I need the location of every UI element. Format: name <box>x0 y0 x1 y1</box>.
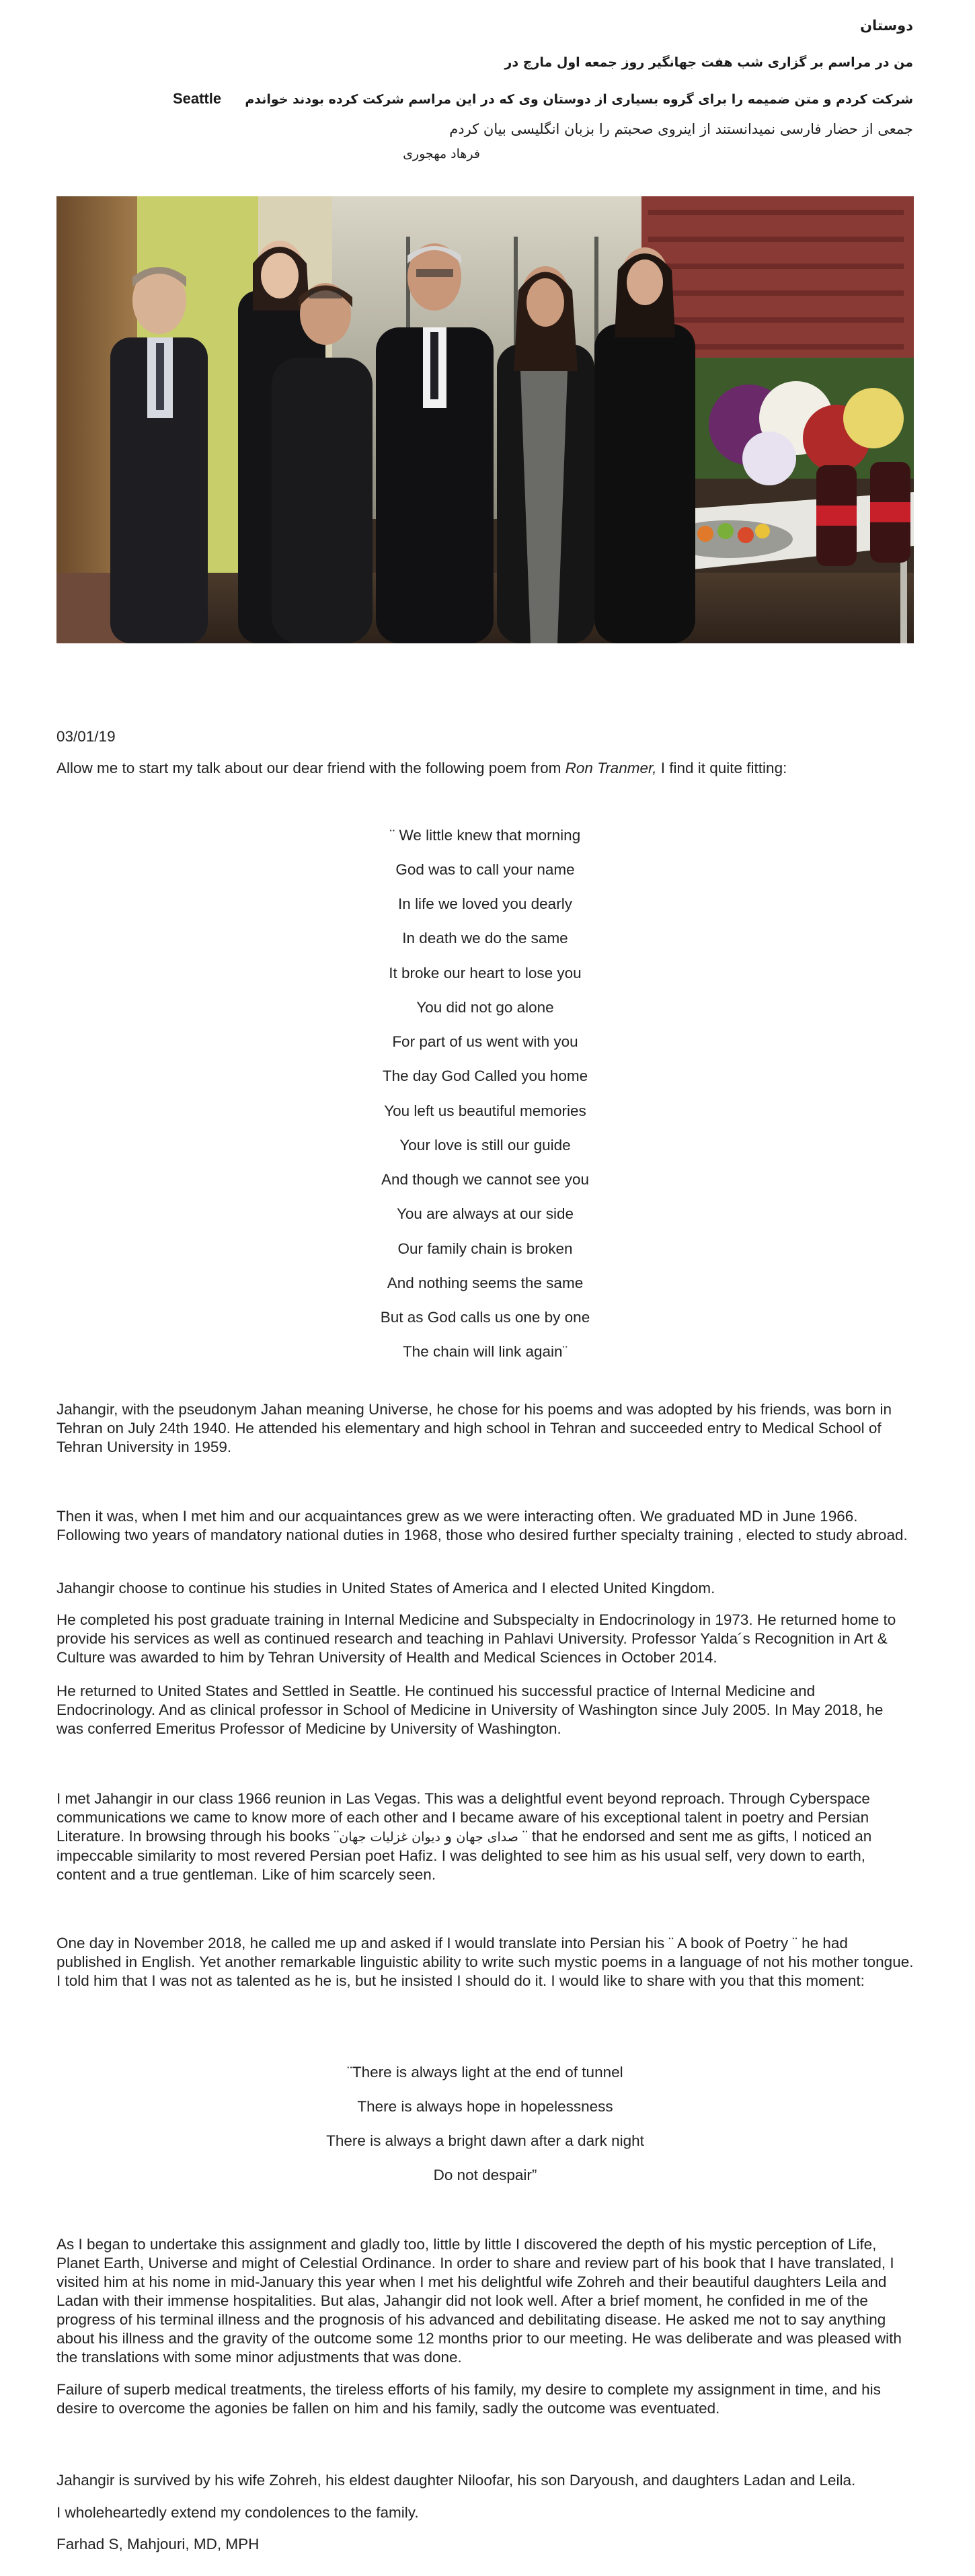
poem-one-line: And though we cannot see you <box>381 1171 589 1188</box>
document-date: 03/01/19 <box>56 728 116 745</box>
paragraph-reunion <box>56 1789 914 1884</box>
persian-line-ceremony: من در مراسم بر گزاری شب هفت جهانگیر روز جمعه اول مارچ در <box>504 55 913 70</box>
poem-one-line: For part of us went with you <box>392 1033 578 1050</box>
persian-line-language: جمعی از حضار فارسی نمیدانستند از اینروی صحبتم را بزبان انگلیسی بیان کردم <box>449 121 913 137</box>
paragraph-translation-request: One day in November 2018, he called me up and asked if I would translate into Persian his ¨ A book of Poetry ¨ he had published in English. Yet another remarkable linguistic ability to write such mystic poems in a language of not his mother tongue. I told him that I was not as talented as he is, but he insisted I should do it. I would like to share with you that this moment: <box>56 1935 914 1989</box>
paragraph-birth: Jahangir, with the pseudonym Jahan meaning Universe, he chose for his poems and was adopted by his friends, was born in Tehran on July 24th 1940. He attended his elementary and high school in Tehran and succeeded entry to Medical School of Tehran University in 1959. <box>56 1401 892 1455</box>
poem-one-line: And nothing seems the same <box>387 1275 584 1291</box>
persian-line-attended-text: شرکت کردم و متن ضمیمه را برای گروه بسیاری از دوستان وی که در این مراسم شرکت کرده بودند خواندم <box>245 92 913 107</box>
persian-greeting: دوستان <box>860 17 913 34</box>
reunion-text-and: و <box>440 1828 457 1845</box>
poem-two-line: ¨There is always light at the end of tunnel <box>347 2064 623 2081</box>
paragraph-outcome: Failure of superb medical treatments, the tireless efforts of his family, my desire to complete my assignment in time, and his desire to overcome the agonies be fallen on him and his family, sadly the outcome was eventuated. <box>56 2381 881 2417</box>
reunion-text-a: I met Jahangir in our class 1966 reunion in Las Vegas. This was a delightful event beyond reproach. Through Cyberspace communications we came to know more of each other and I became aware of his exceptional talent in poetry and Persian Literature. In browsing through his books ¨ <box>56 1790 870 1845</box>
persian-signature: فرهاد مهجوری <box>403 147 480 161</box>
poem-one-line: God was to call your name <box>395 861 575 878</box>
poem-one-line: You are always at our side <box>396 1205 574 1222</box>
poem-two-line: Do not despair” <box>433 2167 537 2183</box>
paragraph-condolences: I wholeheartedly extend my condolences to the family. <box>56 2504 419 2521</box>
poem-one-line: In life we loved you dearly <box>398 895 572 912</box>
poem-two-line: There is always a bright dawn after a dark night <box>326 2132 644 2149</box>
group-photo <box>56 196 914 643</box>
poem-author: Ron Tranmer, <box>565 760 657 776</box>
intro-before: Allow me to start my talk about our dear friend with the following poem from <box>56 760 566 776</box>
paragraph-studies: Jahangir choose to continue his studies in United States of America and I elected United Kingdom. <box>56 1580 715 1597</box>
poem-one-line: You did not go alone <box>416 999 554 1016</box>
persian-line-attended <box>173 90 913 108</box>
paragraph-seattle: He returned to United States and Settled in Seattle. He continued his successful practice of Internal Medicine and Endocrinology. And as clinical professor in School of Medicine in University of Washington since July 2005. In May 2018, he was conferred Emeritus Professor of Medicine by University of Washington. <box>56 1683 884 1737</box>
paragraph-graduation: Then it was, when I met him and our acquaintances grew as we were interacting often. We graduated MD in June 1966. Following two years of mandatory national duties in 1968, those who desired further specialty training , elected to study abroad. <box>56 1508 908 1543</box>
poem-one-line: You left us beautiful memories <box>384 1102 586 1119</box>
signoff: Farhad S, Mahjouri, MD, MPH <box>56 2536 260 2552</box>
book-title-persian-2: دیوان غزلیات جهان <box>339 1830 440 1845</box>
poem-one-line: Our family chain is broken <box>397 1240 573 1257</box>
poem-one <box>56 827 914 1378</box>
poem-one-line: The chain will link again¨ <box>402 1343 568 1360</box>
reunion-text-b: ¨ that he endorsed and sent me as gifts, I noticed an impeccable similarity to most revered Persian poet Hafiz. I was delighted to see him as his usual self, very down to earth, content and a true gentleman. Like of him scarcely seen. <box>56 1828 872 1883</box>
paragraph-training: He completed his post graduate training in Internal Medicine and Subspecialty in Endocrinology in 1973. He returned home to provide his services as well as continued research and teaching in Pahlavi University. Professor Yalda´s Recognition in Art & Culture was awarded to him by Tehran University of Health and Medical Sciences in October 2014. <box>56 1611 896 1666</box>
poem-one-line: Your love is still our guide <box>399 1137 571 1154</box>
paragraph-survived: Jahangir is survived by his wife Zohreh, his eldest daughter Niloofar, his son Daryoush, and daughters Ladan and Leila. <box>56 2472 856 2489</box>
intro-after: I find it quite fitting: <box>656 760 787 776</box>
poem-two-line: There is always hope in hopelessness <box>357 2098 613 2115</box>
poem-one-line: The day God Called you home <box>382 1068 588 1084</box>
poem-two <box>56 2064 914 2198</box>
poem-one-line: But as God calls us one by one <box>380 1309 590 1326</box>
paragraph-visit: As I began to undertake this assignment and gladly too, little by little I discovered the depth of his mystic perception of Life, Planet Earth, Universe and might of Celestial Ordinance. In order to share and review part of his book that I have translated, I visited him at his nome in mid-January this year when I met his delightful wife Zohreh and their beautiful daughters Leila and Ladan with their immense hospitalities. But alas, Jahangir did not look well. After a brief moment, he confided in me of the progress of his terminal illness and the prognosis of his advanced and debilitating disease. He asked me not to say anything about his illness and the gravity of the outcome some 12 months prior to our meeting. He was deliberate and was pleased with the translations with some minor adjustments that was done. <box>56 2236 902 2366</box>
city-name: Seattle <box>172 90 222 107</box>
poem-one-line: It broke our heart to lose you <box>389 965 582 981</box>
group-photo-icon <box>56 196 914 643</box>
book-title-persian-1: صدای جهان <box>456 1830 518 1845</box>
poem-one-line: ¨ We little knew that morning <box>389 827 581 844</box>
poem-one-line: In death we do the same <box>402 930 568 947</box>
intro-line <box>56 759 914 778</box>
